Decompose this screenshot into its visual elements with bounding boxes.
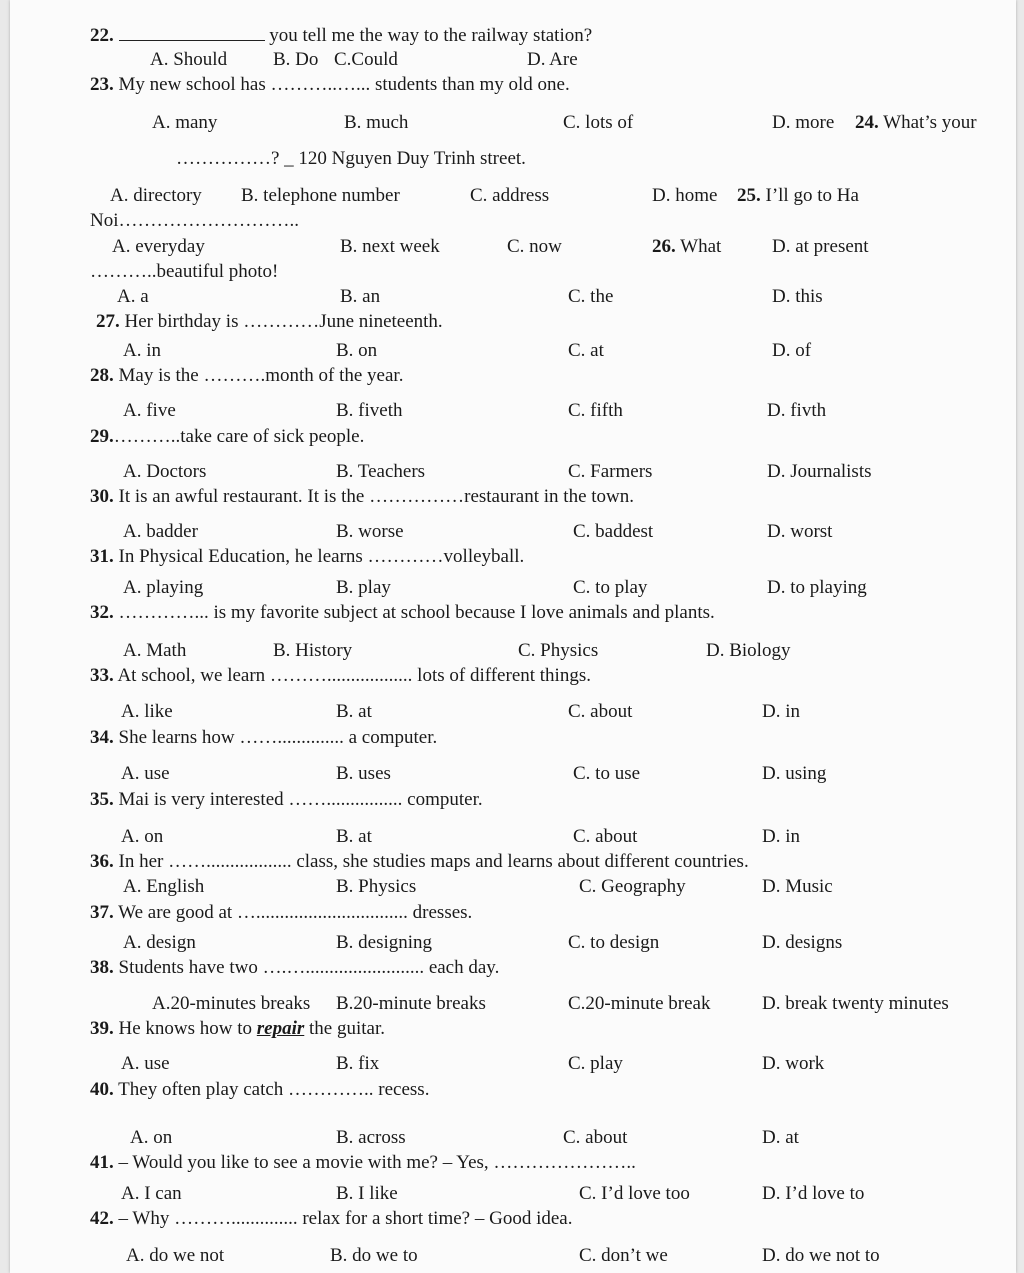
option-c[interactable]: C. fifth	[568, 400, 623, 421]
option-a[interactable]: A. do we not	[126, 1245, 225, 1266]
option-a[interactable]: A. five	[123, 400, 176, 421]
option-b[interactable]: B. at	[336, 826, 372, 847]
option-a[interactable]: A. design	[123, 932, 196, 953]
option-b[interactable]: B. at	[336, 701, 372, 722]
option-c[interactable]: C. to use	[573, 763, 641, 784]
question-29	[90, 426, 364, 448]
question-text: In Physical Education, he learns …………volleyball.	[118, 546, 525, 567]
question-text: My new school has ………..…... students than my old one.	[118, 74, 570, 95]
option-d[interactable]: D. this	[772, 286, 823, 307]
option-b[interactable]: B. do we to	[330, 1245, 418, 1266]
option-c[interactable]: C. Farmers	[568, 461, 653, 482]
option-d[interactable]: D. at present	[772, 236, 869, 257]
question-number: 32.	[90, 602, 114, 623]
question-number: 41.	[90, 1152, 114, 1173]
question-number: 23.	[90, 74, 114, 95]
option-a[interactable]: A. everyday	[112, 236, 205, 257]
option-b[interactable]: B. Do	[273, 49, 319, 70]
answer-blank	[119, 24, 265, 41]
option-a[interactable]: A. in	[123, 340, 161, 361]
question-23	[90, 74, 570, 96]
option-d[interactable]: D. to playing	[767, 577, 867, 598]
question-number: 22.	[90, 25, 114, 46]
question-32	[90, 602, 715, 624]
question-37	[90, 902, 472, 924]
option-b[interactable]: B. on	[336, 340, 378, 361]
option-a[interactable]: A. use	[121, 1053, 170, 1074]
question-38	[90, 957, 499, 979]
question-text: you tell me the way to the railway station?	[269, 25, 593, 46]
option-d[interactable]: D. Journalists	[767, 461, 872, 482]
question-text: Students have two ….…......................... each day.	[118, 957, 500, 978]
question-text: Her birthday is …………June nineteenth.	[124, 311, 443, 332]
option-d[interactable]: D. Biology	[706, 640, 791, 661]
option-d[interactable]: D. of	[772, 340, 812, 361]
question-42	[90, 1208, 572, 1230]
option-a[interactable]: A. directory	[110, 185, 202, 206]
question-number: 29.	[90, 426, 114, 447]
option-c[interactable]: C. Geography	[579, 876, 686, 897]
question-30	[90, 486, 634, 508]
question-number: 42.	[90, 1208, 114, 1229]
question-number: 26.	[652, 236, 676, 257]
option-a[interactable]: A.20-minutes breaks	[152, 993, 311, 1014]
question-31	[90, 546, 524, 568]
option-b[interactable]: B. play	[336, 577, 391, 598]
question-number: 35.	[90, 789, 114, 810]
question-text: At school, we learn ……….................. lots of different things.	[117, 665, 591, 686]
option-d[interactable]: D. designs	[762, 932, 843, 953]
option-c[interactable]: C. baddest	[573, 521, 654, 542]
option-c[interactable]: C. address	[470, 185, 550, 206]
question-number: 25.	[737, 185, 761, 206]
question-text: What’s your	[883, 112, 977, 133]
option-a[interactable]: A. on	[130, 1127, 173, 1148]
option-d[interactable]: D. in	[762, 701, 800, 722]
question-text: May is the ……….month of the year.	[118, 365, 404, 386]
option-d[interactable]: D. home	[652, 185, 718, 206]
option-d[interactable]: D. do we not to	[762, 1245, 880, 1266]
option-c[interactable]: C.20-minute break	[568, 993, 711, 1014]
question-26-continued: ………..beautiful photo!	[90, 261, 279, 282]
question-33	[90, 665, 591, 687]
question-number: 37.	[90, 902, 114, 923]
question-text: – Would you like to see a movie with me? – Yes, …………………..	[118, 1152, 636, 1173]
question-number: 33.	[90, 665, 114, 686]
option-a[interactable]: A. a	[117, 286, 149, 307]
question-number: 39.	[90, 1018, 114, 1039]
option-b[interactable]: B.20-minute breaks	[336, 993, 486, 1014]
question-39	[90, 1018, 385, 1040]
option-c[interactable]: C. play	[568, 1053, 623, 1074]
option-d[interactable]: D. in	[762, 826, 800, 847]
question-25	[737, 185, 859, 207]
question-35	[90, 789, 483, 811]
option-b[interactable]: B. fiveth	[336, 400, 403, 421]
option-c[interactable]: C. Physics	[518, 640, 599, 661]
option-b[interactable]: B. designing	[336, 932, 433, 953]
question-number: 34.	[90, 727, 114, 748]
option-c[interactable]: C. now	[507, 236, 562, 257]
option-a[interactable]: A. playing	[123, 577, 204, 598]
option-c[interactable]: C. to play	[573, 577, 648, 598]
question-36	[90, 851, 749, 873]
question-41	[90, 1152, 636, 1174]
question-text: Mai is very interested ……................ computer.	[118, 789, 483, 810]
question-text: …………... is my favorite subject at school because I love animals and plants.	[118, 602, 715, 623]
option-b[interactable]: B. an	[340, 286, 381, 307]
question-number: 31.	[90, 546, 114, 567]
option-d[interactable]: D. work	[762, 1053, 825, 1074]
option-c[interactable]: C. the	[568, 286, 614, 307]
question-40	[90, 1079, 429, 1101]
question-text-end: the guitar.	[304, 1018, 386, 1039]
option-d[interactable]: D. fivth	[767, 400, 827, 421]
question-number: 40.	[90, 1079, 114, 1100]
question-number: 27.	[96, 311, 120, 332]
option-c[interactable]: C. at	[568, 340, 604, 361]
question-26	[652, 236, 721, 258]
question-34	[90, 727, 437, 749]
question-text: – Why ……….............. relax for a short time? – Good idea.	[118, 1208, 573, 1229]
option-b[interactable]: B. much	[344, 112, 409, 133]
question-text: It is an awful restaurant. It is the ……………restaurant in the town.	[118, 486, 635, 507]
option-a[interactable]: A. I can	[121, 1183, 182, 1204]
option-a[interactable]: A. use	[121, 763, 170, 784]
option-b[interactable]: B. History	[273, 640, 353, 661]
question-number: 36.	[90, 851, 114, 872]
option-d[interactable]: D. I’d love to	[762, 1183, 865, 1204]
question-22	[90, 24, 592, 47]
option-c[interactable]: C. about	[573, 826, 638, 847]
worksheet-page	[10, 0, 1016, 1273]
question-number: 28.	[90, 365, 114, 386]
option-a[interactable]: A. many	[152, 112, 218, 133]
option-d[interactable]: D. using	[762, 763, 827, 784]
question-24-continued: ……………? _ 120 Nguyen Duy Trinh street.	[176, 148, 526, 169]
option-a[interactable]: A. English	[123, 876, 205, 897]
question-text: ………..take care of sick people.	[113, 426, 365, 447]
question-25-continued: Noi………………………..	[90, 210, 299, 231]
option-d[interactable]: D. Music	[762, 876, 833, 897]
option-d[interactable]: D. Are	[527, 49, 578, 70]
question-24	[855, 112, 977, 134]
option-c[interactable]: C. to design	[568, 932, 660, 953]
question-text: We are good at …................................ dresses.	[118, 902, 473, 923]
option-a[interactable]: A. on	[121, 826, 164, 847]
option-c[interactable]: C. don’t we	[579, 1245, 668, 1266]
question-28	[90, 365, 403, 387]
option-b[interactable]: B. Teachers	[336, 461, 426, 482]
option-d[interactable]: D. at	[762, 1127, 799, 1148]
option-a[interactable]: A. like	[121, 701, 173, 722]
question-text: In her …….................. class, she studies maps and learns about different countries.	[118, 851, 749, 872]
option-d[interactable]: D. break twenty minutes	[762, 993, 949, 1014]
underlined-word: repair	[256, 1018, 305, 1039]
question-text: What	[680, 236, 722, 257]
option-b[interactable]: B. next week	[340, 236, 440, 257]
question-text: They often play catch ………….. recess.	[118, 1079, 430, 1100]
option-b[interactable]: B. across	[336, 1127, 406, 1148]
question-number: 38.	[90, 957, 114, 978]
question-number: 30.	[90, 486, 114, 507]
option-c[interactable]: C. lots of	[563, 112, 634, 133]
option-b[interactable]: B. fix	[336, 1053, 380, 1074]
question-text: I’ll go to Ha	[765, 185, 859, 206]
question-text: She learns how …….............. a computer.	[118, 727, 438, 748]
option-b[interactable]: B. Physics	[336, 876, 417, 897]
question-27	[96, 311, 443, 333]
option-c[interactable]: C.Could	[334, 49, 398, 70]
option-a[interactable]: A. Math	[123, 640, 187, 661]
option-b[interactable]: B. worse	[336, 521, 404, 542]
option-b[interactable]: B. uses	[336, 763, 391, 784]
option-a[interactable]: A. Doctors	[123, 461, 207, 482]
question-text: He knows how to	[118, 1018, 253, 1039]
option-d[interactable]: D. more	[772, 112, 835, 133]
option-b[interactable]: B. I like	[336, 1183, 398, 1204]
option-c[interactable]: C. about	[568, 701, 633, 722]
option-a[interactable]: A. badder	[123, 521, 198, 542]
option-c[interactable]: C. I’d love too	[579, 1183, 690, 1204]
option-c[interactable]: C. about	[563, 1127, 628, 1148]
option-d[interactable]: D. worst	[767, 521, 833, 542]
option-b[interactable]: B. telephone number	[241, 185, 400, 206]
question-number: 24.	[855, 112, 879, 133]
option-a[interactable]: A. Should	[150, 49, 228, 70]
